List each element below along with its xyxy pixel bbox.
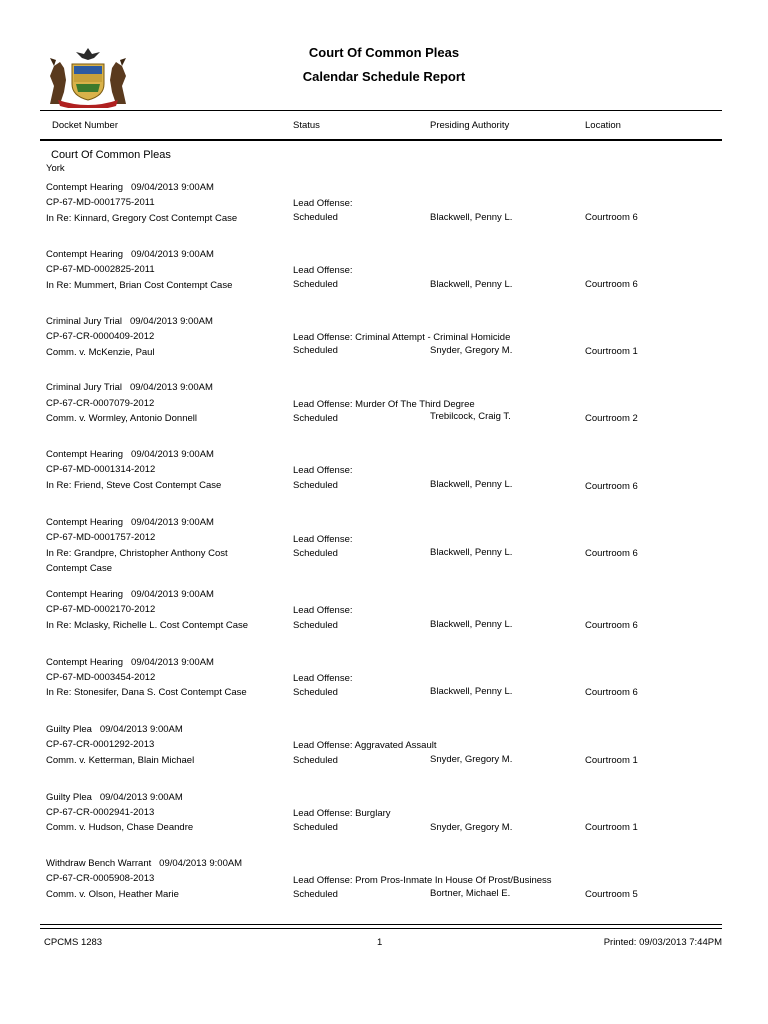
- entry-event: Guilty Plea: [46, 792, 92, 803]
- calendar-entry: [0, 517, 768, 581]
- entry-datetime: 09/04/2013 9:00AM: [99, 792, 183, 803]
- entry-event: Contempt Hearing: [46, 657, 124, 668]
- calendar-entry: [0, 316, 768, 376]
- entry-datetime: 09/04/2013 9:00AM: [131, 589, 214, 600]
- entry-lead-offense: Lead Offense:: [293, 465, 353, 476]
- entry-datetime: 09/04/2013 9:00AM: [129, 316, 213, 327]
- entry-status: Scheduled: [293, 687, 338, 698]
- entry-event: Contempt Hearing: [46, 589, 124, 600]
- entry-lead-offense: Lead Offense: Murder Of The Third Degree: [293, 399, 475, 410]
- entry-datetime: 09/04/2013 9:00AM: [131, 249, 214, 260]
- entry-location: Courtroom 6: [585, 620, 638, 631]
- entry-docket: CP-67-MD-0001757-2012: [46, 532, 156, 543]
- footer-form-id: CPCMS 1283: [44, 937, 103, 948]
- entry-status: Scheduled: [293, 480, 338, 491]
- column-header-docket: Docket Number: [52, 120, 118, 131]
- entry-caption: Comm. v. Ketterman, Blain Michael: [46, 755, 195, 766]
- calendar-entry: [0, 657, 768, 717]
- entry-event: Guilty Plea: [46, 724, 92, 735]
- entry-location: Courtroom 6: [585, 481, 638, 492]
- entry-presiding-authority: Snyder, Gregory M.: [430, 345, 513, 356]
- entry-status: Scheduled: [293, 345, 338, 356]
- entry-location: Courtroom 6: [585, 279, 638, 290]
- entry-docket: CP-67-MD-0002825-2011: [46, 264, 155, 275]
- entry-datetime: 09/04/2013 9:00AM: [131, 449, 214, 460]
- entry-datetime: 09/04/2013 9:00AM: [131, 182, 214, 193]
- entry-caption: In Re: Mummert, Brian Cost Contempt Case: [46, 280, 233, 291]
- entry-presiding-authority: Blackwell, Penny L.: [430, 619, 513, 630]
- entry-presiding-authority: Snyder, Gregory M.: [430, 822, 513, 833]
- section-county: York: [46, 163, 65, 174]
- entry-caption: Comm. v. McKenzie, Paul: [46, 347, 155, 358]
- entry-status: Scheduled: [293, 889, 338, 900]
- entry-presiding-authority: Blackwell, Penny L.: [430, 686, 513, 697]
- entry-datetime: 09/04/2013 9:00AM: [131, 657, 214, 668]
- calendar-entry: [0, 182, 768, 242]
- entry-presiding-authority: Blackwell, Penny L.: [430, 212, 513, 223]
- entry-location: Courtroom 1: [585, 755, 638, 766]
- entry-docket: CP-67-CR-0007079-2012: [46, 398, 155, 409]
- entry-location: Courtroom 6: [585, 548, 638, 559]
- column-header-authority: Presiding Authority: [430, 120, 510, 131]
- entry-lead-offense: Lead Offense: Prom Pros-Inmate In House Of Prost/Business: [293, 875, 552, 886]
- entry-location: Courtroom 6: [585, 212, 638, 223]
- entry-location: Courtroom 5: [585, 889, 638, 900]
- entry-presiding-authority: Blackwell, Penny L.: [430, 279, 513, 290]
- entry-event: Criminal Jury Trial: [46, 382, 123, 393]
- header-top-rule: [40, 110, 722, 111]
- entry-docket: CP-67-CR-0000409-2012: [46, 331, 155, 342]
- entry-event: Contempt Hearing: [46, 182, 124, 193]
- entry-docket: CP-67-MD-0003454-2012: [46, 672, 156, 683]
- column-header-status: Status: [293, 120, 320, 131]
- entry-docket: CP-67-MD-0002170-2012: [46, 604, 156, 615]
- entry-status: Scheduled: [293, 548, 338, 559]
- entry-lead-offense: Lead Offense:: [293, 265, 353, 276]
- entry-location: Courtroom 2: [585, 413, 638, 424]
- entry-caption: Comm. v. Olson, Heather Marie: [46, 889, 179, 900]
- entry-docket: CP-67-MD-0001775-2011: [46, 197, 155, 208]
- entry-event: Criminal Jury Trial: [46, 316, 123, 327]
- calendar-entry: [0, 858, 768, 918]
- entry-caption-continued: Contempt Case: [46, 563, 113, 574]
- report-court-title: Court Of Common Pleas: [308, 45, 460, 60]
- footer-top-rule: [40, 924, 722, 925]
- entry-status: Scheduled: [293, 413, 338, 424]
- entry-caption: In Re: Friend, Steve Cost Contempt Case: [46, 480, 222, 491]
- header-bottom-rule: [40, 139, 722, 141]
- entry-docket: CP-67-CR-0001292-2013: [46, 739, 155, 750]
- entry-status: Scheduled: [293, 212, 338, 223]
- entry-location: Courtroom 6: [585, 687, 638, 698]
- footer-page-number: 1: [377, 937, 383, 948]
- entry-status: Scheduled: [293, 755, 338, 766]
- entry-status: Scheduled: [293, 620, 338, 631]
- footer-printed-timestamp: Printed: 09/03/2013 7:44PM: [603, 937, 722, 948]
- entry-status: Scheduled: [293, 822, 338, 833]
- calendar-entry: [0, 792, 768, 852]
- calendar-entry: [0, 589, 768, 649]
- entry-event: Contempt Hearing: [46, 449, 124, 460]
- entry-presiding-authority: Trebilcock, Craig T.: [430, 411, 511, 422]
- entry-lead-offense: Lead Offense:: [293, 605, 353, 616]
- entry-lead-offense: Lead Offense: Burglary: [293, 808, 391, 819]
- entry-lead-offense: Lead Offense: Criminal Attempt - Criminal Homicide: [293, 332, 511, 343]
- entry-caption: Comm. v. Hudson, Chase Deandre: [46, 822, 194, 833]
- footer-second-rule: [40, 928, 722, 929]
- calendar-entry: [0, 382, 768, 442]
- entry-location: Courtroom 1: [585, 822, 638, 833]
- entry-event: Contempt Hearing: [46, 517, 124, 528]
- entry-caption: In Re: Kinnard, Gregory Cost Contempt Case: [46, 213, 238, 224]
- entry-lead-offense: Lead Offense:: [293, 673, 353, 684]
- calendar-entry: [0, 249, 768, 309]
- entry-datetime: 09/04/2013 9:00AM: [129, 382, 213, 393]
- entry-caption: In Re: Grandpre, Christopher Anthony Cost: [46, 548, 228, 559]
- entry-docket: CP-67-MD-0001314-2012: [46, 464, 156, 475]
- entry-lead-offense: Lead Offense:: [293, 534, 353, 545]
- calendar-entry: [0, 724, 768, 784]
- entry-status: Scheduled: [293, 279, 338, 290]
- entry-caption: Comm. v. Wormley, Antonio Donnell: [46, 413, 197, 424]
- calendar-entry: [0, 449, 768, 509]
- entry-presiding-authority: Snyder, Gregory M.: [430, 754, 513, 765]
- entry-docket: CP-67-CR-0002941-2013: [46, 807, 155, 818]
- entry-event: Withdraw Bench Warrant: [46, 858, 152, 869]
- entry-presiding-authority: Blackwell, Penny L.: [430, 547, 513, 558]
- section-court-name: Court Of Common Pleas: [51, 149, 171, 161]
- entry-location: Courtroom 1: [585, 346, 638, 357]
- entry-caption: In Re: Mclasky, Richelle L. Cost Contempt Case: [46, 620, 249, 631]
- column-header-location: Location: [585, 120, 621, 131]
- entry-datetime: 09/04/2013 9:00AM: [99, 724, 183, 735]
- entry-caption: In Re: Stonesifer, Dana S. Cost Contempt Case: [46, 687, 247, 698]
- entry-event: Contempt Hearing: [46, 249, 124, 260]
- entry-lead-offense: Lead Offense: Aggravated Assault: [293, 740, 437, 751]
- entry-datetime: 09/04/2013 9:00AM: [131, 517, 214, 528]
- entry-presiding-authority: Blackwell, Penny L.: [430, 479, 513, 490]
- entry-presiding-authority: Bortner, Michael E.: [430, 888, 511, 899]
- entry-lead-offense: Lead Offense:: [293, 198, 353, 209]
- report-title: Calendar Schedule Report: [302, 69, 466, 84]
- entry-datetime: 09/04/2013 9:00AM: [159, 858, 243, 869]
- entry-docket: CP-67-CR-0005908-2013: [46, 873, 155, 884]
